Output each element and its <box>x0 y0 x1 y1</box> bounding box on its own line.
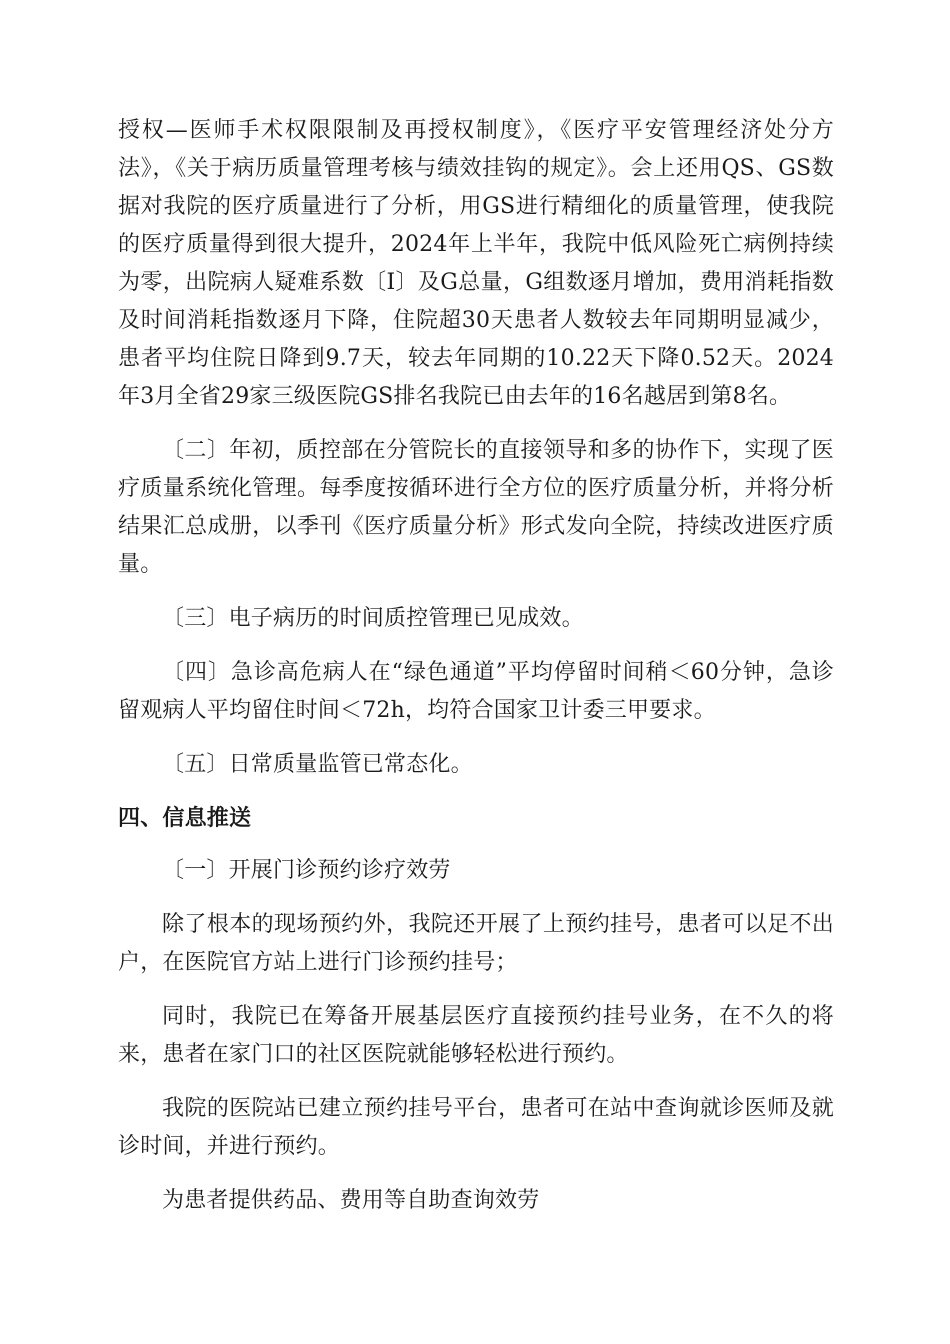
paragraph-item-five: 〔五〕日常质量监管已常态化。 <box>162 752 473 777</box>
paragraph-quality-management-summary: 授权—医师手术权限限制及再授权制度》，《医疗平安管理经济处分方法》，《关于病历质量管理考核与绩效挂钩的规定》。会上还用QS、GS数据对我院的医疗质量进行了分析，用GS进行精细化的质量管理，使我院的医疗质量得到很大提升，2024年上半年，我院中低风险死亡病例持续为零，出院病人疑难系数〔I〕及G总量，G组数逐月增加，费用消耗指数及时间消耗指数逐月下降，住院超30天患者人数较去年同期明显减少，患者平均住院日降到9.7天，较去年同期的10.22天下降0.52天。2024年3月全省29家三级医院GS排名我院已由去年的16名越居到第8名。 <box>118 118 834 409</box>
paragraph-online-appointment: 除了根本的现场预约外，我院还开展了上预约挂号，患者可以足不出户，在医院官方站上进行门诊预约挂号； <box>118 912 834 975</box>
section-subheading-appointment: 〔一〕开展门诊预约诊疗效劳 <box>162 858 451 883</box>
paragraph-appointment-platform: 我院的医院站已建立预约挂号平台，患者可在站中查询就诊医师及就诊时间，并进行预约。 <box>118 1096 834 1159</box>
paragraph-item-three: 〔三〕电子病历的时间质控管理已见成效。 <box>162 606 584 631</box>
paragraph-community-appointment: 同时，我院已在筹备开展基层医疗直接预约挂号业务，在不久的将来，患者在家门口的社区医院就能够轻松进行预约。 <box>118 1004 834 1067</box>
section-heading: 四、信息推送 <box>118 806 252 831</box>
document-body <box>118 112 834 1236</box>
paragraph-self-service-query: 为患者提供药品、费用等自助查询效劳 <box>162 1188 540 1213</box>
paragraph-item-four: 〔四〕急诊高危病人在“绿色通道”平均停留时间稍＜60分钟，急诊留观病人平均留住时间＜72h，均符合国家卫计委三甲要求。 <box>118 660 834 723</box>
paragraph-item-two: 〔二〕年初，质控部在分管院长的直接领导和多的协作下，实现了医疗质量系统化管理。每季度按循环进行全方位的医疗质量分析，并将分析结果汇总成册，以季刊《医疗质量分析》形式发向全院，持续改进医疗质量。 <box>118 438 834 577</box>
